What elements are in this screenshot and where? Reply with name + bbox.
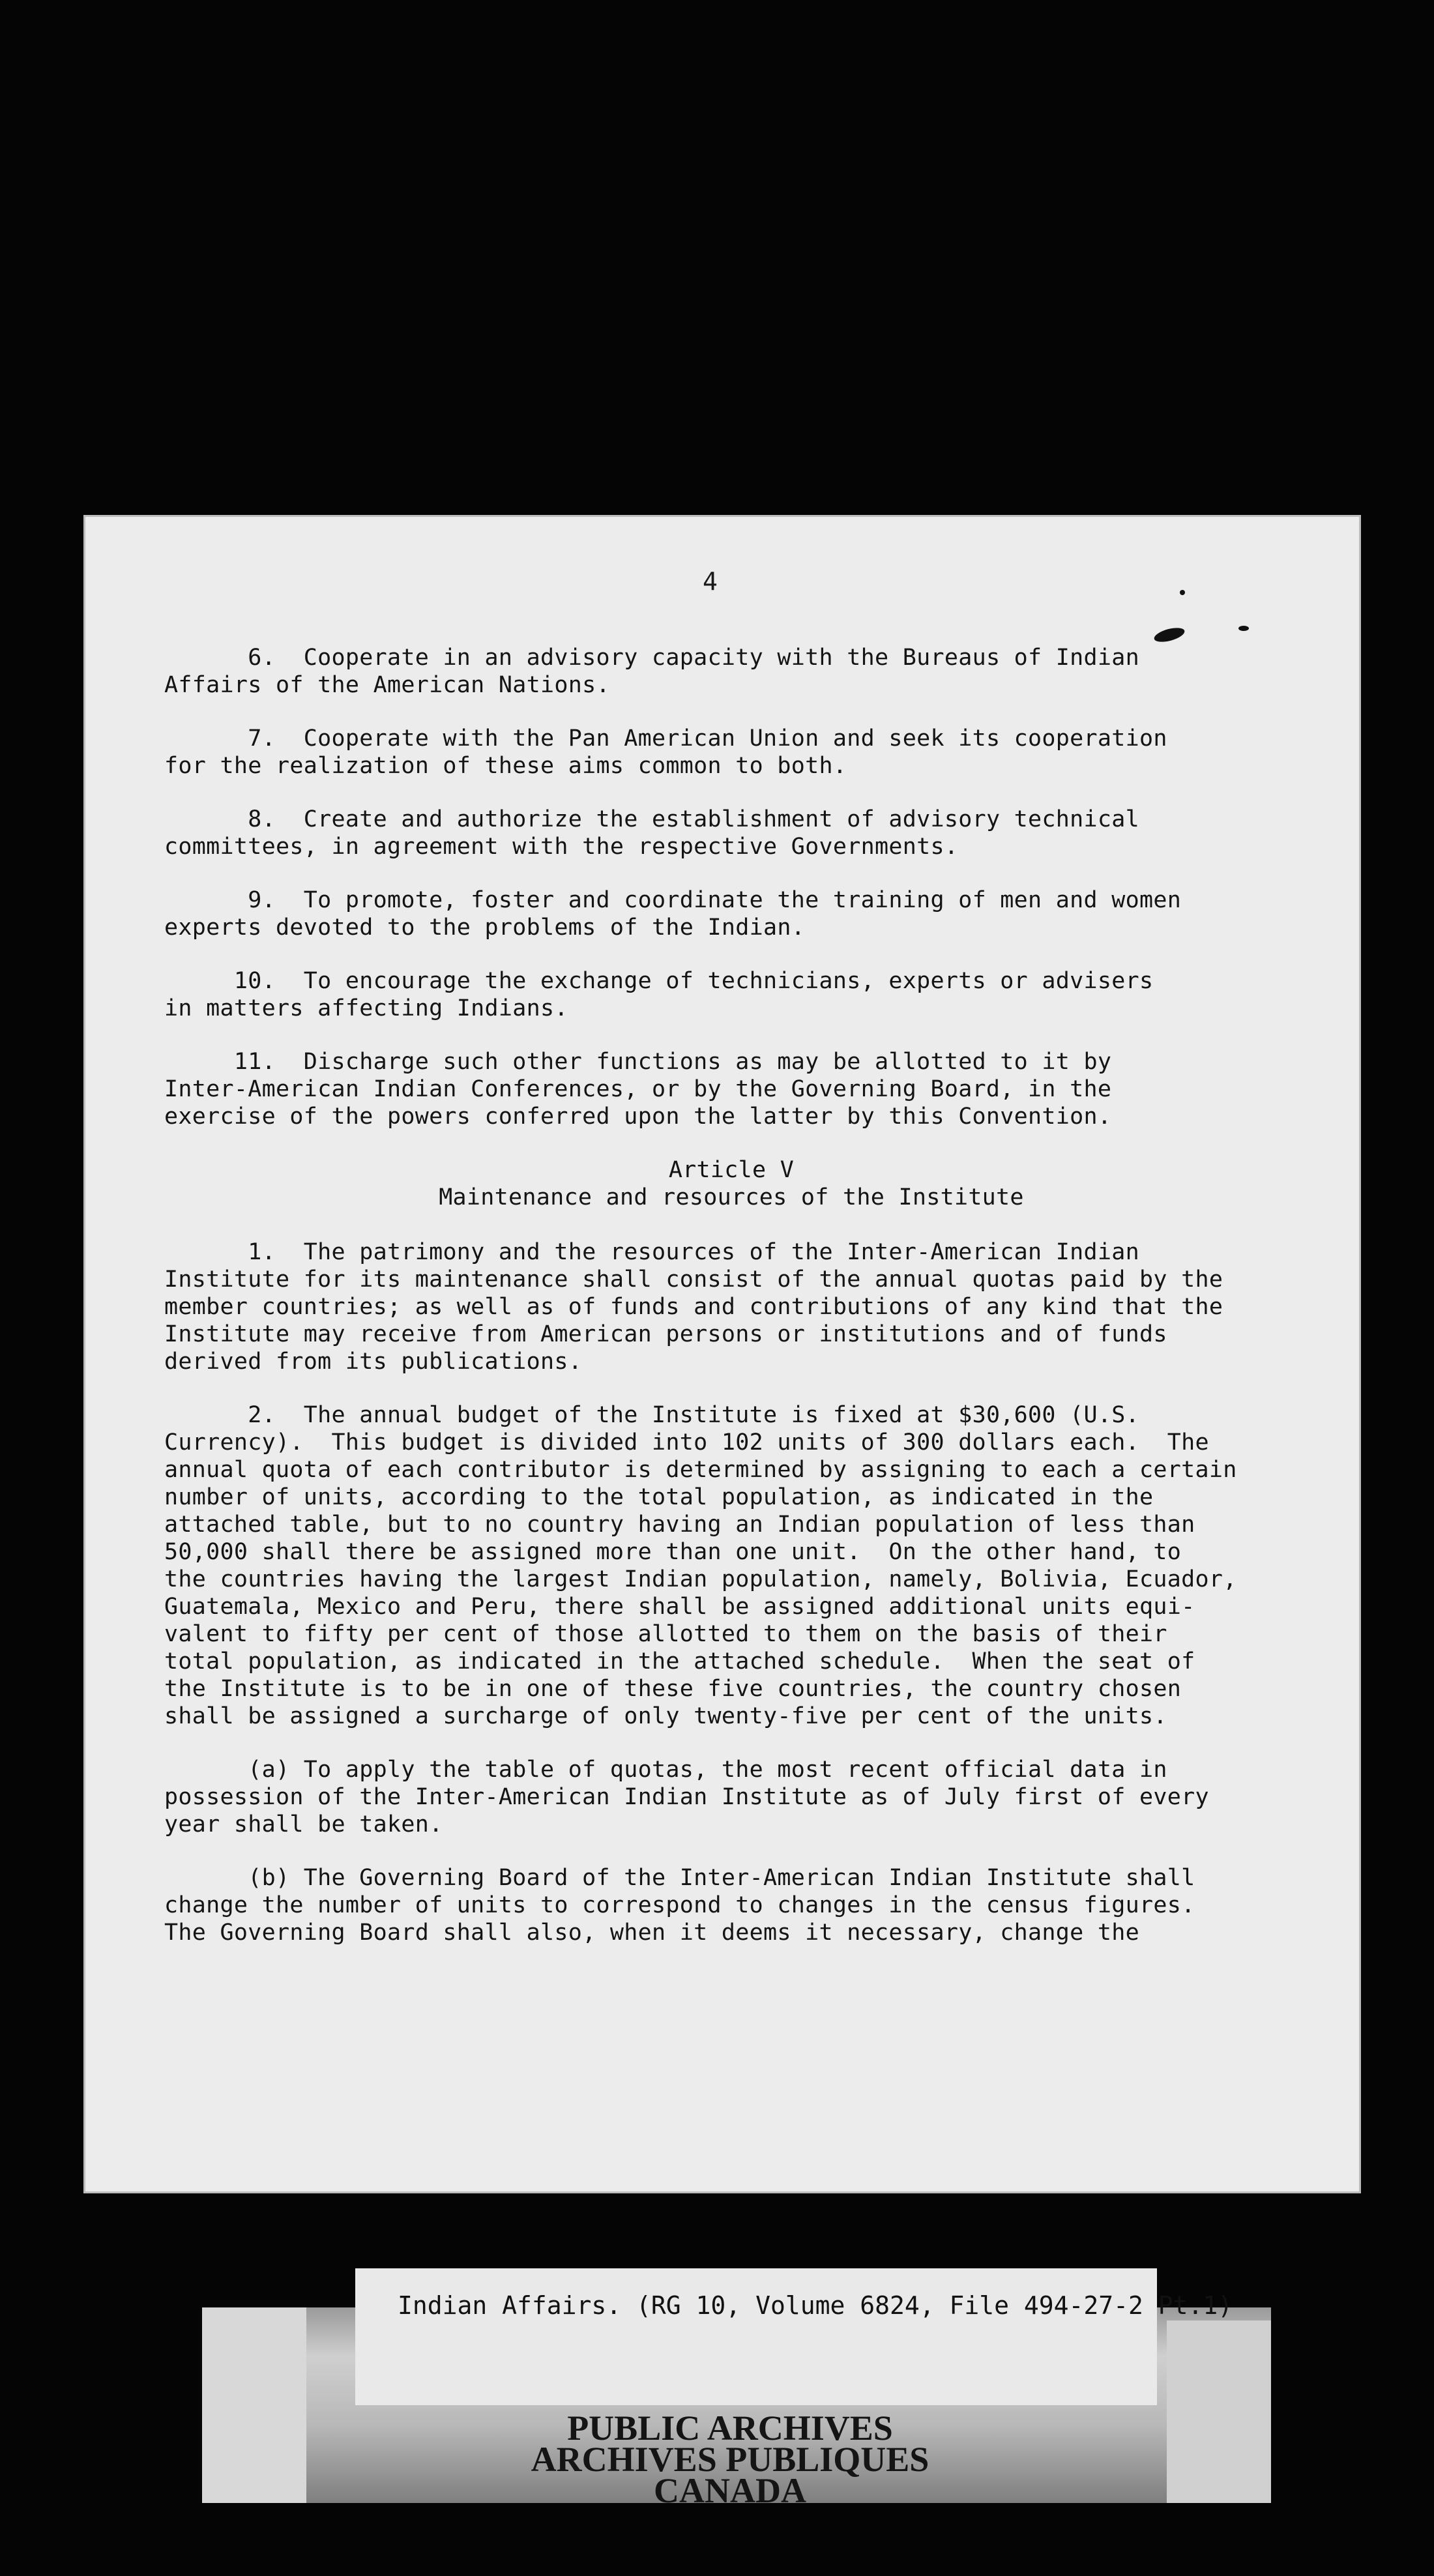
- document-body: [164, 559, 1298, 1972]
- stamp-edge-left: [202, 2307, 306, 2503]
- article-subheading: Maintenance and resources of the Institute: [439, 1184, 1024, 1210]
- archive-reference-label: Indian Affairs. (RG 10, Volume 6824, File 494-27-2 Pt.1): [398, 2291, 1233, 2320]
- stamp-line-canada: CANADA: [654, 2471, 806, 2510]
- ink-dot: [1238, 626, 1249, 631]
- article-5-paragraph-1: 1. The patrimony and the resources of the Inter-American Indian Institute for its maintenance shall consist of the annual quotas paid by the member countries; as well as of funds and contributions of any kind that the Institute may receive from American persons or institutions and of funds derived from its publications.: [164, 1239, 1223, 1375]
- stamp-line-public-archives: PUBLIC ARCHIVES: [567, 2408, 893, 2448]
- paragraph-10: 10. To encourage the exchange of technicians, experts or advisers in matters affecting Indians.: [164, 968, 1154, 1021]
- ink-dot: [1180, 590, 1185, 595]
- stamp-line-archives-publiques: ARCHIVES PUBLIQUES: [531, 2440, 929, 2479]
- paragraph-8: 8. Create and authorize the establishment of advisory technical committees, in agreement with the respective Governments.: [164, 806, 1140, 860]
- paragraph-6: 6. Cooperate in an advisory capacity with the Bureaus of Indian Affairs of the American Nations.: [164, 645, 1140, 698]
- paragraph-11: 11. Discharge such other functions as may be allotted to it by Inter-American Indian Conferences, or by the Governing Board, in the exercise of the powers conferred upon the latter by this Convention.: [164, 1049, 1112, 1130]
- article-5-paragraph-a: (a) To apply the table of quotas, the most recent official data in possession of the Inter-American Indian Institute as of July first of every year shall be taken.: [164, 1757, 1209, 1837]
- paragraph-7: 7. Cooperate with the Pan American Union and seek its cooperation for the realization of these aims common to both.: [164, 725, 1167, 779]
- stamp-edge-right: [1167, 2320, 1271, 2503]
- article-5-paragraph-2: 2. The annual budget of the Institute is fixed at $30,600 (U.S. Currency). This budget is divided into 102 units of 300 dollars each. The annual quota of each contributor is determined by assigning to each a certain number of units, according to the total population, as indicated in the attached table, but to no country having an Indian population of less than 50,000 shall there be assigned more than one unit. On the other hand, to the countries having the largest Indian population, namely, Bolivia, Ecuador, Guatemala, Mexico and Peru, there shall be assigned additional units equi- valent to fifty per cent of those allotted to them on the basis of their total population, as indicated in the attached schedule. When the seat of the Institute is to be in one of these five countries, the country chosen shall be assigned a surcharge of only twenty-five per cent of the units.: [164, 1402, 1237, 1729]
- paragraph-9: 9. To promote, foster and coordinate the training of men and women experts devoted to the problems of the Indian.: [164, 887, 1182, 941]
- article-5-paragraph-b: (b) The Governing Board of the Inter-American Indian Institute shall change the number of units to correspond to changes in the census figures. The Governing Board shall also, when it deems it necessary, change the: [164, 1865, 1195, 1946]
- page-number: 4: [703, 567, 718, 596]
- article-heading: Article V: [668, 1157, 795, 1183]
- article-heading-block: [164, 1156, 1298, 1211]
- archive-label-strip: [355, 2268, 1157, 2405]
